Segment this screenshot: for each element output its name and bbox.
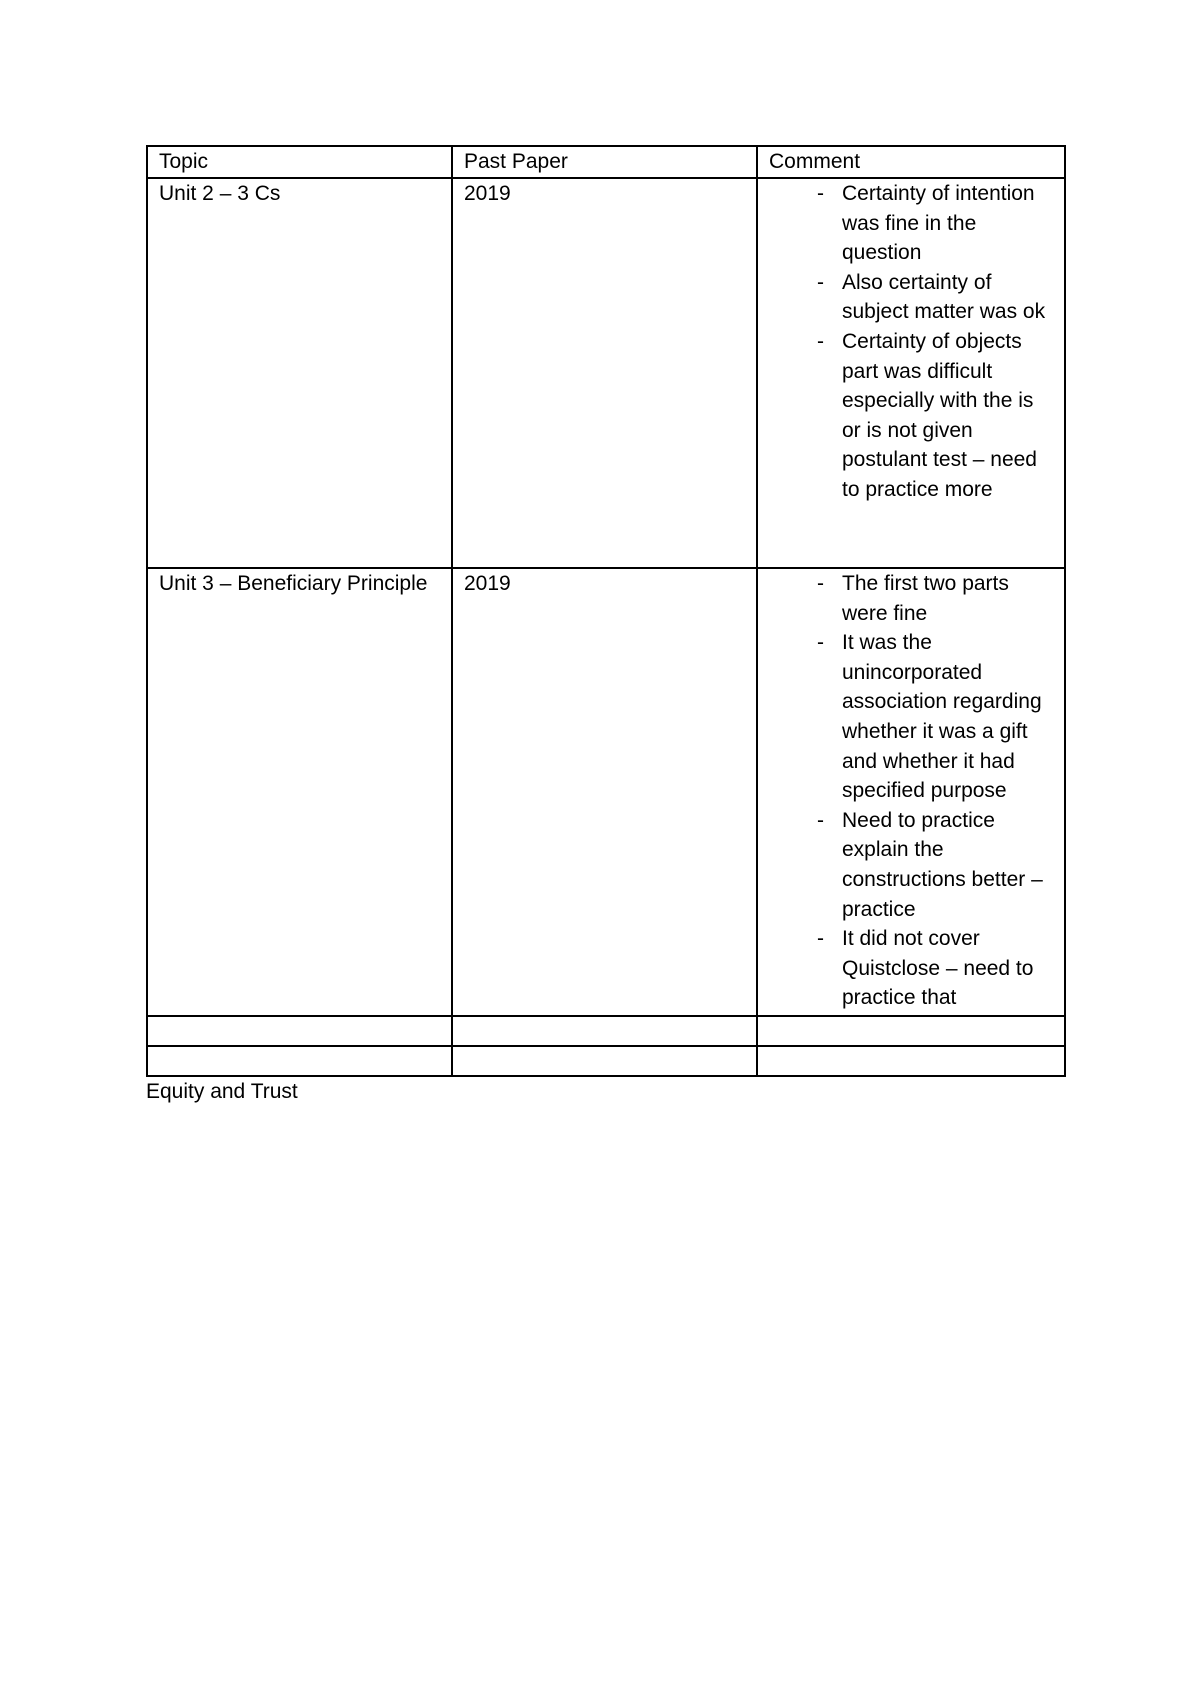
table-row bbox=[147, 178, 1065, 568]
comment-item: - It was the unincorporated association regarding whether it was a gift and whether it had specified purpose bbox=[769, 628, 1056, 806]
comment-cell bbox=[757, 1046, 1065, 1076]
topic-cell: Unit 2 – 3 Cs bbox=[147, 178, 452, 568]
table-row-empty bbox=[147, 1046, 1065, 1076]
comment-list bbox=[769, 569, 1056, 1013]
past-paper-cell: 2019 bbox=[452, 568, 757, 1016]
comment-cell bbox=[757, 1016, 1065, 1046]
comment-cell bbox=[757, 178, 1065, 568]
past-paper-review-table bbox=[146, 145, 1066, 1077]
comment-item: - Certainty of intention was fine in the question bbox=[769, 179, 1056, 268]
header-topic: Topic bbox=[147, 146, 452, 178]
topic-cell bbox=[147, 1016, 452, 1046]
comment-item: - It did not cover Quistclose – need to practice that bbox=[769, 924, 1056, 1013]
table-header-row bbox=[147, 146, 1065, 178]
past-paper-cell bbox=[452, 1046, 757, 1076]
past-paper-cell: 2019 bbox=[452, 178, 757, 568]
comment-item: - Certainty of objects part was difficult especially with the is or is not given postulant test – need to practice more bbox=[769, 327, 1056, 505]
table-row bbox=[147, 568, 1065, 1016]
document-footer-label: Equity and Trust bbox=[146, 1080, 298, 1103]
topic-cell: Unit 3 – Beneficiary Principle bbox=[147, 568, 452, 1016]
comment-item: - Need to practice explain the constructions better – practice bbox=[769, 806, 1056, 924]
header-comment: Comment bbox=[757, 146, 1065, 178]
comment-list bbox=[769, 179, 1056, 505]
comment-item: - The first two parts were fine bbox=[769, 569, 1056, 628]
past-paper-cell bbox=[452, 1016, 757, 1046]
comment-item: - Also certainty of subject matter was ok bbox=[769, 268, 1056, 327]
table-row-empty bbox=[147, 1016, 1065, 1046]
topic-cell bbox=[147, 1046, 452, 1076]
header-past-paper: Past Paper bbox=[452, 146, 757, 178]
comment-cell bbox=[757, 568, 1065, 1016]
